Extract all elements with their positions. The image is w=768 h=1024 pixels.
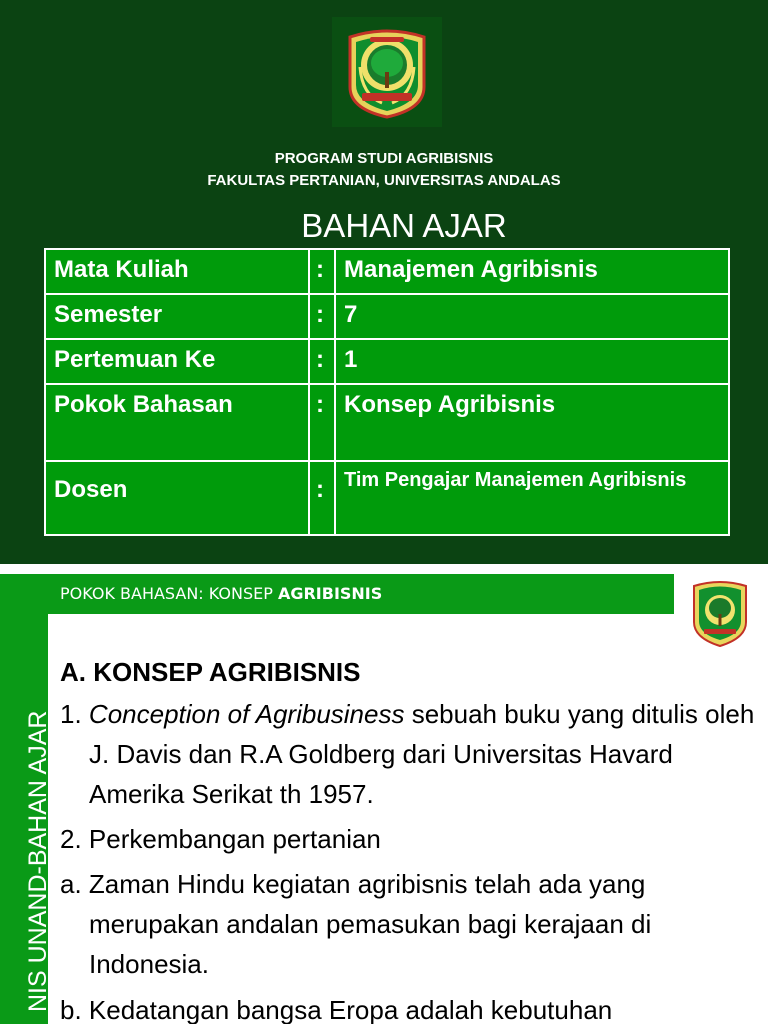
row-value: Konsep Agribisnis: [335, 384, 729, 461]
university-emblem: [332, 17, 442, 127]
row-key: Mata Kuliah: [45, 249, 309, 294]
item-number: 1.: [60, 699, 89, 729]
list-item: b. Kedatangan bangsa Eropa adalah kebutuhan: [60, 995, 613, 1024]
document-title: BAHAN AJAR: [301, 207, 507, 244]
slide-header-bar: [48, 574, 674, 614]
row-separator: :: [309, 339, 335, 384]
row-separator: :: [309, 249, 335, 294]
row-value: Manajemen Agribisnis: [335, 249, 729, 294]
table-row: [45, 339, 729, 384]
row-key: Semester: [45, 294, 309, 339]
program-heading: [0, 148, 768, 192]
book-title: Conception of Agribusiness: [88, 699, 405, 729]
slide-content: [60, 654, 760, 1024]
university-emblem-small: [690, 578, 750, 648]
list-item: [60, 694, 760, 814]
list-item: 2. Perkembangan pertanian: [60, 824, 381, 854]
section-heading: A. KONSEP AGRIBISNIS: [60, 657, 361, 687]
row-key: Pertemuan Ke: [45, 339, 309, 384]
header-prefix: POKOK BAHASAN: KONSEP: [60, 584, 278, 603]
row-separator: :: [309, 461, 335, 535]
row-separator: :: [309, 384, 335, 461]
side-band: [0, 574, 52, 1024]
list-item: a. Zaman Hindu kegiatan agribisnis telah ada yang merupakan andalan pemasukan bagi kerajaan di Indonesia.: [60, 869, 652, 979]
row-value: Tim Pengajar Manajemen Agribisnis: [335, 461, 729, 535]
row-key: Dosen: [45, 461, 309, 535]
content-slide: [0, 574, 768, 1024]
side-text-label: NIS UNAND-BAHAN AJAR: [24, 710, 52, 1012]
program-line-1: PROGRAM STUDI AGRIBISNIS: [274, 150, 494, 167]
program-line-2: FAKULTAS PERTANIAN, UNIVERSITAS ANDALAS: [207, 172, 561, 189]
row-key: Pokok Bahasan: [45, 384, 309, 461]
row-value: 1: [335, 339, 729, 384]
header-bold: AGRIBISNIS: [277, 584, 383, 603]
table-row: [45, 294, 729, 339]
item-text: sebuah buku yang ditulis oleh J. Davis dan R.A Goldberg dari Universitas Havard Amerika Serikat th 1957.: [89, 699, 755, 809]
table-row: [45, 461, 729, 535]
course-info-table: [44, 248, 730, 536]
table-row: [45, 249, 729, 294]
side-vertical-text: [24, 711, 52, 1012]
table-row: [45, 384, 729, 461]
row-value: 7: [335, 294, 729, 339]
row-separator: :: [309, 294, 335, 339]
